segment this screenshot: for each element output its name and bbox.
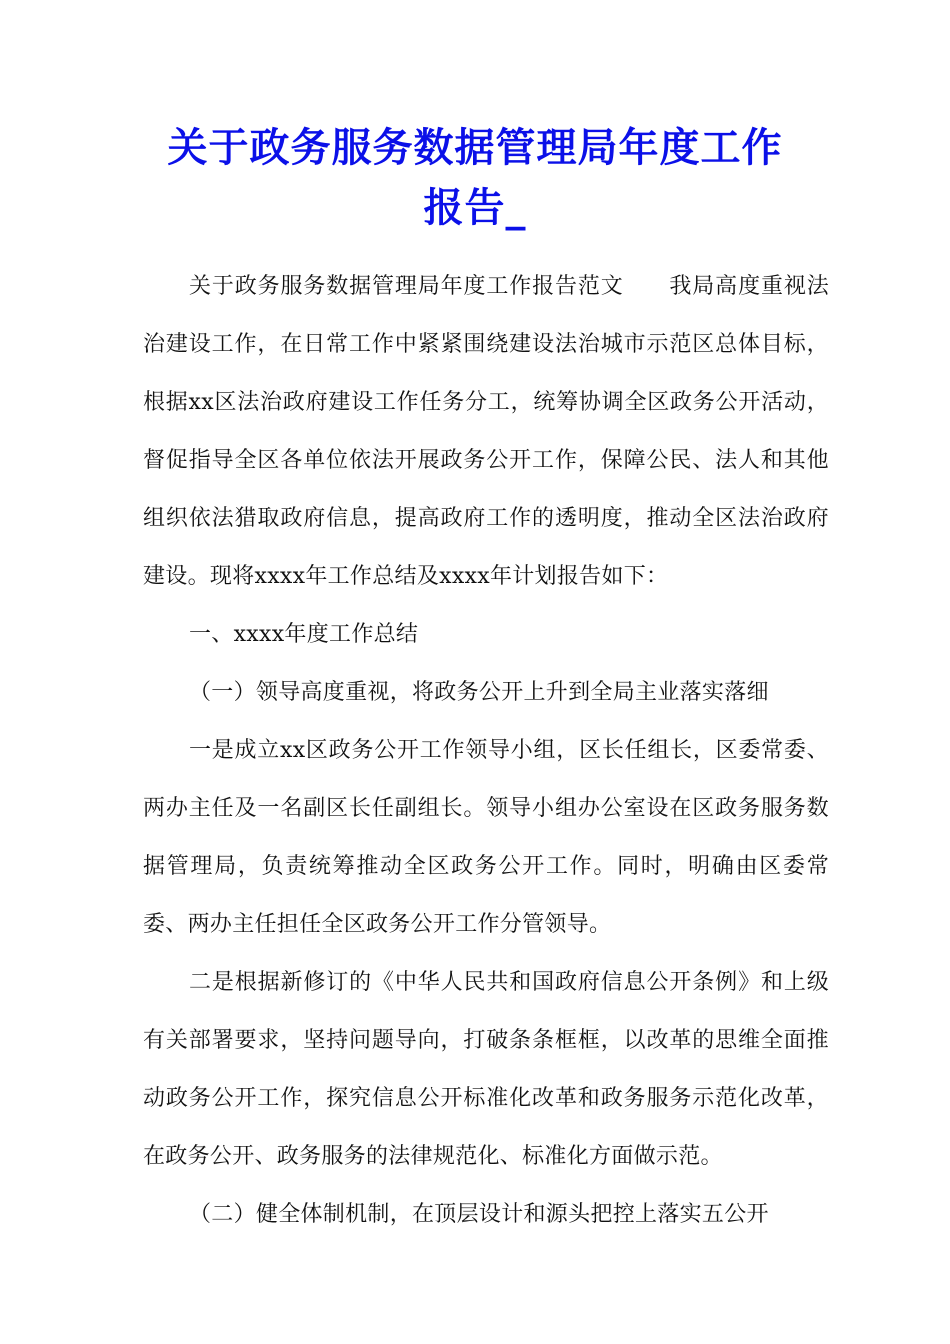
title-line-2: 报告_ bbox=[423, 184, 527, 231]
document-title bbox=[0, 118, 950, 238]
paragraph-intro: 关于政务服务数据管理局年度工作报告范文 我局高度重视法治建设工作，在日常工作中紧紧围绕建设法治城市示范区总体目标，根据xx区法治政府建设工作任务分工，统筹协调全区政务公开活动，督促指导全区各单位依法开展政务公开工作，保障公民、法人和其他组织依法猎取政府信息，提高政府工作的透明度，推动全区法治政府建设。现将xxxx年工作总结及xxxx年计划报告如下： bbox=[143, 274, 829, 589]
paragraph-point-2: 二是根据新修订的《中华人民共和国政府信息公开条例》和上级有关部署要求，坚持问题导向，打破条条框框，以改革的思维全面推动政务公开工作，探究信息公开标准化改革和政务服务示范化改革，在政务公开、政务服务的法律规范化、标准化方面做示范。 bbox=[143, 970, 829, 1169]
title-line-1: 关于政务服务数据管理局年度工作 bbox=[167, 124, 783, 171]
subsection-heading-2: （二）健全体制机制，在顶层设计和源头把控上落实五公开 bbox=[189, 1202, 769, 1227]
paragraph-point-1: 一是成立xx区政务公开工作领导小组，区长任组长，区委常委、两办主任及一名副区长任副组长。领导小组办公室设在区政务服务数据管理局，负责统筹推动全区政务公开工作。同时，明确由区委常委、两办主任担任全区政务公开工作分管领导。 bbox=[143, 738, 829, 937]
section-heading-1: 一、xxxx年度工作总结 bbox=[189, 622, 419, 647]
document-body bbox=[143, 258, 829, 1244]
subsection-heading-1: （一）领导高度重视，将政务公开上升到全局主业落实落细 bbox=[189, 680, 769, 705]
